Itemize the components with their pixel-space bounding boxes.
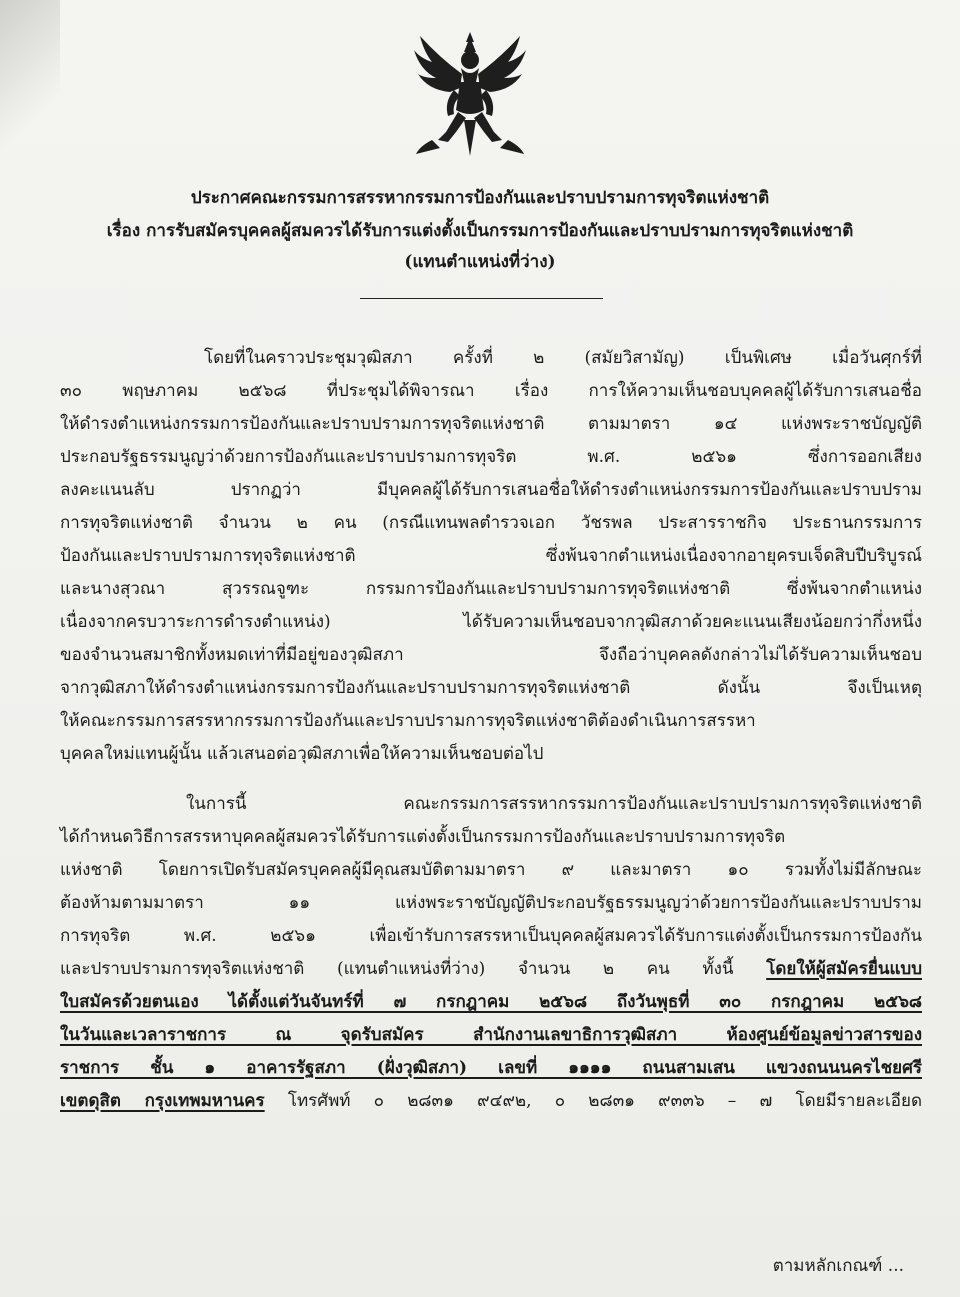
underlined-text: โดยให้ผู้สมัครยื่นแบบ	[766, 959, 922, 979]
plain-text: และปราบปรามการทุจริตแห่งชาติ (แทนตำแหน่งที่ว่าง) จำนวน ๒ คน ทั้งนี้	[60, 959, 767, 979]
paragraph-line: ให้คณะกรรมการสรรหากรรมการป้องกันและปราบปรามการทุจริตแห่งชาติต้องดำเนินการสรรหา	[60, 711, 756, 731]
document-title-line-2: เรื่อง การรับสมัครบุคคลผู้สมควรได้รับการแต่งตั้งเป็นกรรมการป้องกันและปราบปรามการทุจริตแห่งชาติ	[106, 221, 854, 241]
underlined-text: เขตดุสิต กรุงเทพมหานคร	[60, 1091, 265, 1111]
paragraph-line: การทุจริต พ.ศ. ๒๕๖๑ เพื่อเข้ารับการสรรหาเป็นบุคคลผู้สมควรได้รับการแต่งตั้งเป็นกรรมการป้องกัน	[60, 926, 922, 946]
underlined-text: ในวันและเวลาราชการ ณ จุดรับสมัคร สำนักงานเลขาธิการวุฒิสภา ห้องศูนย์ข้อมูลข่าวสารของ	[60, 1025, 922, 1045]
paragraph-gap	[60, 771, 922, 788]
document-title-line-3: (แทนตำแหน่งที่ว่าง)	[404, 252, 556, 272]
paragraph-line: ต้องห้ามตามมาตรา ๑๑ แห่งพระราชบัญญัติประกอบรัฐธรรมนูญว่าด้วยการป้องกันและปราบปราม	[60, 893, 922, 913]
paragraph-line: ของจำนวนสมาชิกทั้งหมดเท่าที่มีอยู่ของวุฒิสภา จึงถือว่าบุคคลดังกล่าวไม่ได้รับความเห็นชอบ	[60, 645, 922, 665]
paragraph-line: โดยที่ในคราวประชุมวุฒิสภา ครั้งที่ ๒ (สมัยวิสามัญ) เป็นพิเศษ เมื่อวันศุกร์ที่	[204, 348, 922, 368]
underlined-line	[60, 1052, 922, 1085]
paragraph-line: ให้ดำรงตำแหน่งกรรมการป้องกันและปราบปรามการทุจริตแห่งชาติ ตามมาตรา ๑๔ แห่งพระราชบัญญัติ	[60, 414, 922, 434]
paragraph-line: ป้องกันและปราบปรามการทุจริตแห่งชาติ ซึ่งพ้นจากตำแหน่งเนื่องจากอายุครบเจ็ดสิบปีบริบูรณ์	[60, 546, 922, 566]
document-title-line-1: ประกาศคณะกรรมการสรรหากรรมการป้องกันและปราบปรามการทุจริตแห่งชาติ	[190, 188, 770, 208]
paper-edge-shadow	[0, 0, 60, 160]
paragraph-line: จากวุฒิสภาให้ดำรงตำแหน่งกรรมการป้องกันและปราบปรามการทุจริตแห่งชาติ ดังนั้น จึงเป็นเหตุ	[60, 678, 922, 698]
underlined-text: ใบสมัครด้วยตนเอง ได้ตั้งแต่วันจันทร์ที่ ๗ กรกฎาคม ๒๕๖๘ ถึงวันพุธที่ ๓๐ กรกฎาคม ๒๕๖๘	[60, 992, 922, 1012]
paragraph-line: การทุจริตแห่งชาติ จำนวน ๒ คน (กรณีแทนพลตำรวจเอก วัชรพล ประสารราชกิจ ประธานกรรมการ	[60, 513, 922, 533]
continuation-note: ตามหลักเกณฑ์ ...	[772, 1256, 904, 1276]
paragraph-line: ลงคะแนนลับ ปรากฏว่า มีบุคคลผู้ได้รับการเสนอชื่อให้ดำรงตำแหน่งกรรมการป้องกันและปราบปราม	[60, 480, 922, 500]
paragraph-line: ในการนี้ คณะกรรมการสรรหากรรมการป้องกันและปราบปรามการทุจริตแห่งชาติ	[186, 794, 922, 814]
title-divider	[360, 298, 603, 299]
paragraph-line: เนื่องจากครบวาระการดำรงตำแหน่ง) ได้รับความเห็นชอบจากวุฒิสภาด้วยคะแนนเสียงน้อยกว่ากึ่งหนึ่ง	[60, 612, 922, 632]
underlined-line	[60, 1019, 922, 1052]
underlined-text: ราชการ ชั้น ๑ อาคารรัฐสภา (ฝั่งวุฒิสภา) เลขที่ ๑๑๑๑ ถนนสามเสน แขวงถนนนครไชยศรี	[60, 1058, 922, 1078]
paragraph-line-mixed	[60, 1085, 922, 1118]
paragraph-line: และนางสุวณา สุวรรณจูฑะ กรรมการป้องกันและปราบปรามการทุจริตแห่งชาติ ซึ่งพ้นจากตำแหน่ง	[60, 579, 922, 599]
garuda-emblem	[410, 28, 530, 168]
paragraph-line: แห่งชาติ โดยการเปิดรับสมัครบุคคลผู้มีคุณสมบัติตามมาตรา ๙ และมาตรา ๑๐ รวมทั้งไม่มีลักษณะ	[60, 860, 922, 880]
paragraph-line-mixed	[60, 953, 922, 986]
paragraph-line: บุคคลใหม่แทนผู้นั้น แล้วเสนอต่อวุฒิสภาเพื่อให้ความเห็นชอบต่อไป	[60, 744, 544, 764]
document-body	[60, 342, 922, 1118]
paragraph-line: ได้กำหนดวิธีการสรรหาบุคคลผู้สมควรได้รับการแต่งตั้งเป็นกรรมการป้องกันและปราบปรามการทุจริต	[60, 827, 786, 847]
underlined-line	[60, 986, 922, 1019]
paragraph-line: ๓๐ พฤษภาคม ๒๕๖๘ ที่ประชุมได้พิจารณา เรื่อง การให้ความเห็นชอบบุคคลผู้ได้รับการเสนอชื่อ	[60, 381, 922, 401]
paragraph-line: ประกอบรัฐธรรมนูญว่าด้วยการป้องกันและปราบปรามการทุจริต พ.ศ. ๒๕๖๑ ซึ่งการออกเสียง	[60, 447, 922, 467]
plain-text: โทรศัพท์ ๐ ๒๘๓๑ ๙๔๙๒, ๐ ๒๘๓๑ ๙๓๓๖ – ๗ โดยมีรายละเอียด	[264, 1091, 922, 1111]
